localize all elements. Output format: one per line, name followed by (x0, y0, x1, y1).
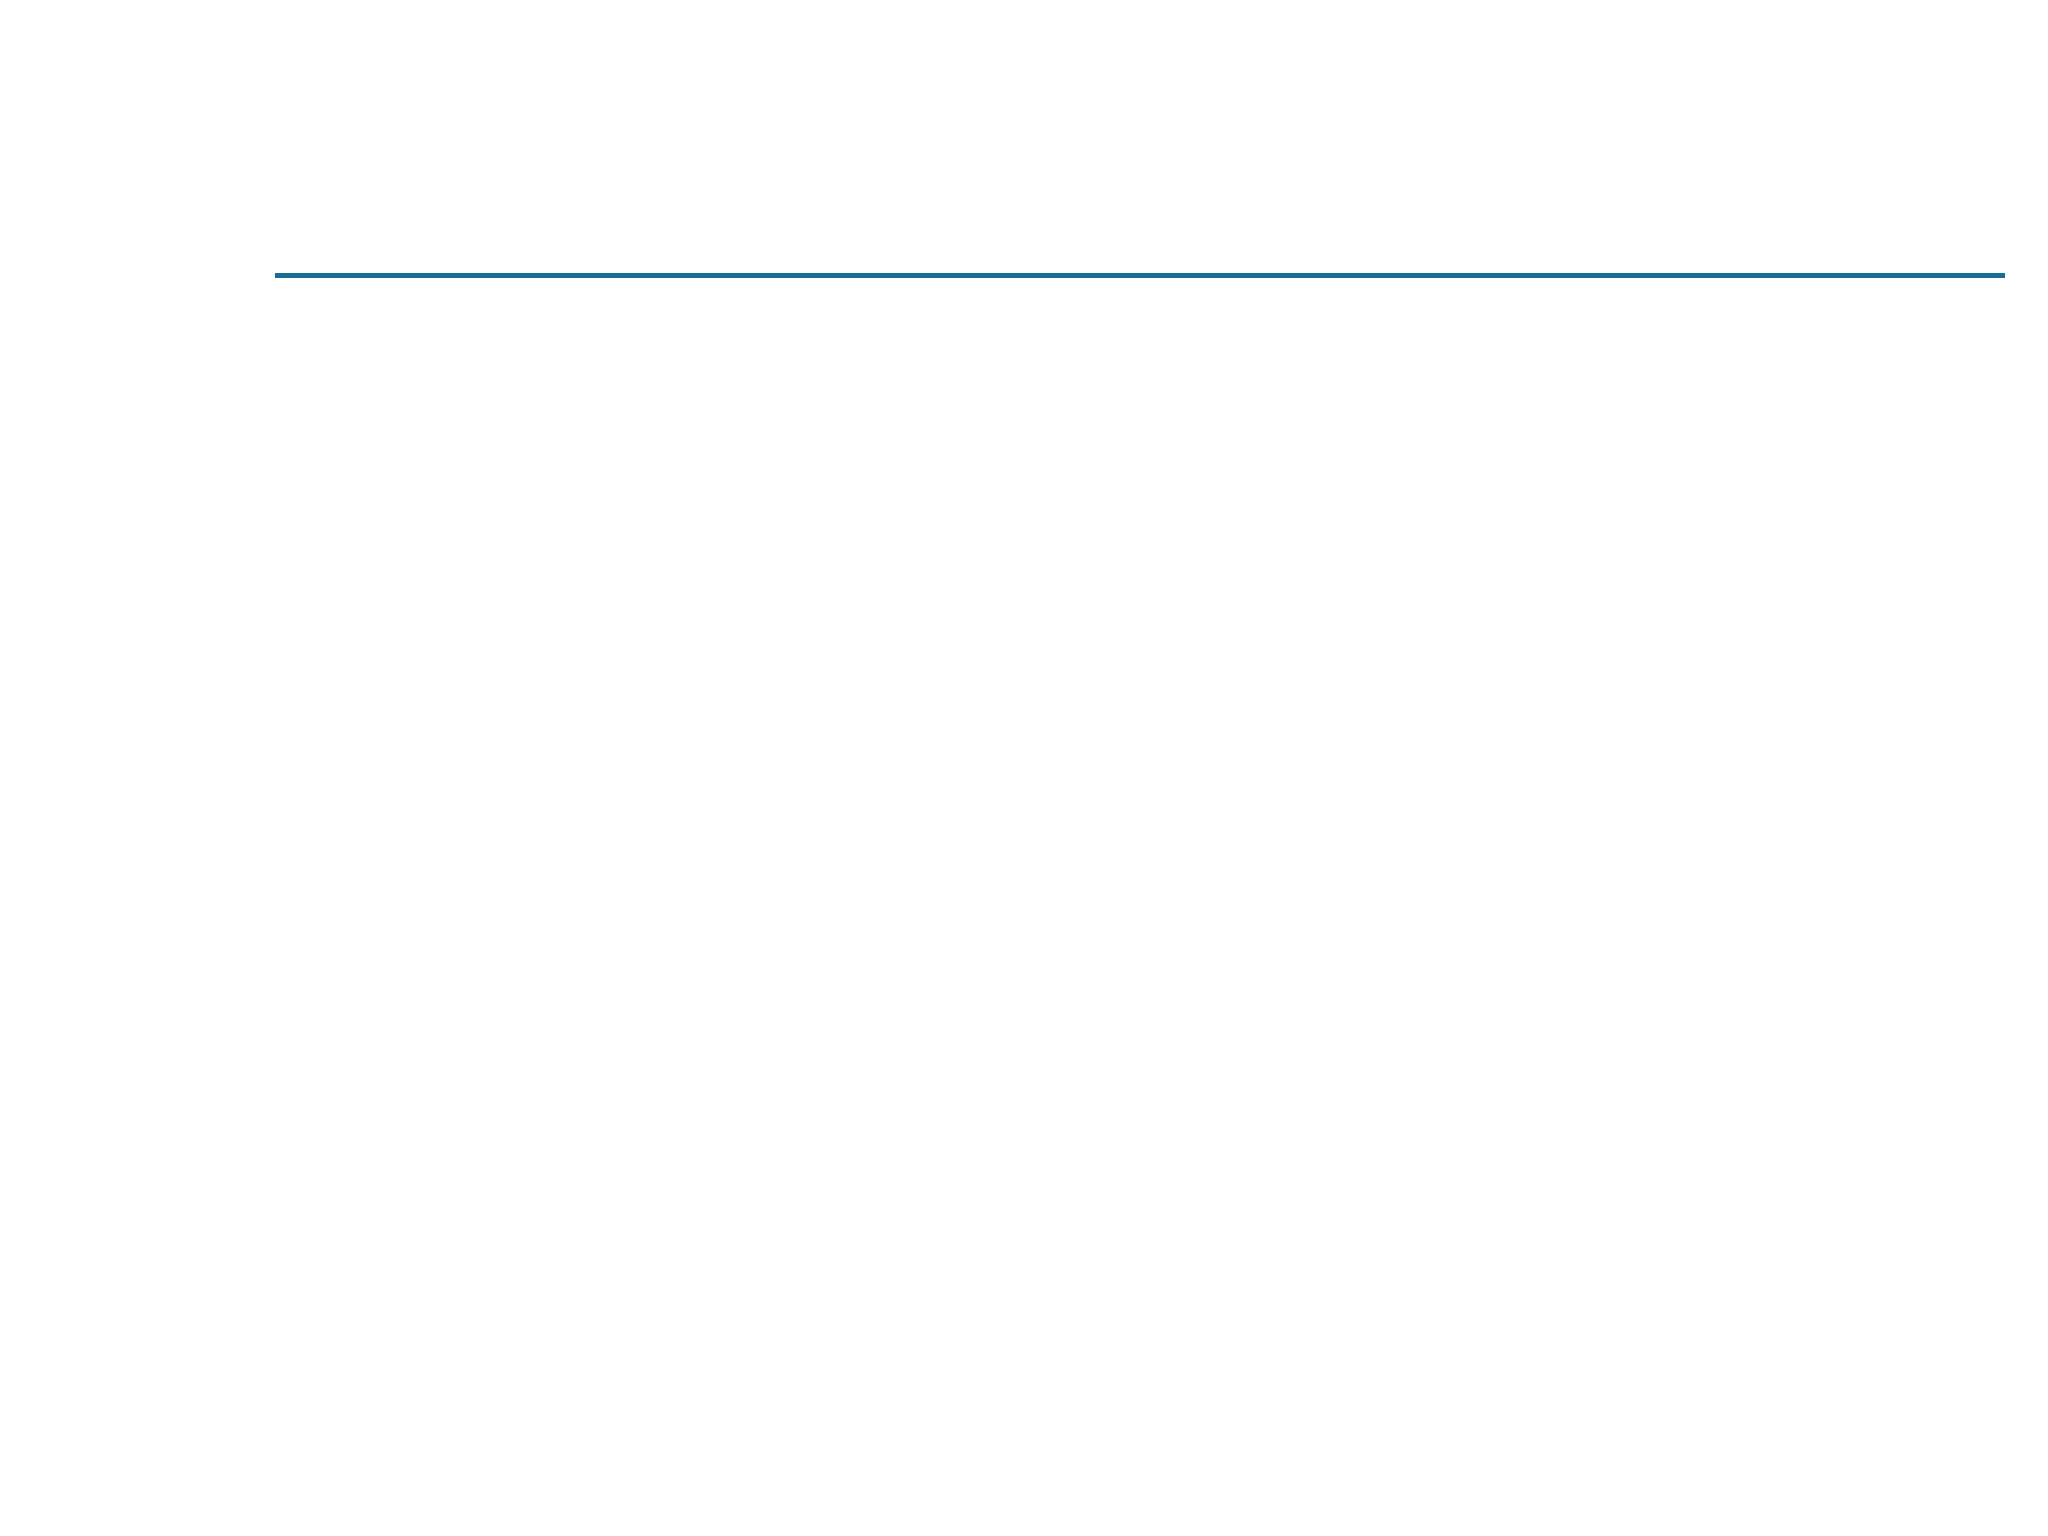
title-divider (275, 273, 2005, 278)
gears-icon (0, 0, 440, 780)
